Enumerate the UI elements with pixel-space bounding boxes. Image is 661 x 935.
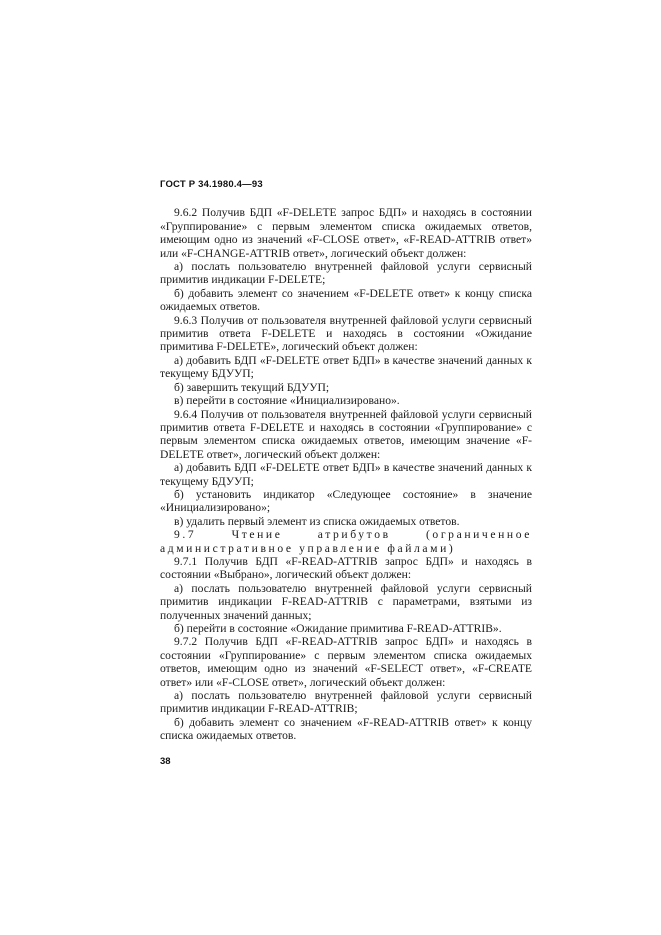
- paragraph: 9.6.4 Получив от пользователя внутренней файловой услуги сервисный примитив ответа F-DELETE и находясь в состоянии «Группирование» с первым элементом списка ожидаемых ответов, имеющим значение «F-DELETE ответ», логический объект должен:: [160, 407, 532, 461]
- paragraph: б) добавить элемент со значением «F-READ-ATTRIB ответ» к концу списка ожидаемых ответов.: [160, 715, 532, 743]
- paragraph: 9.6.2 Получив БДП «F-DELETE запрос БДП» и находясь в состоянии «Группирование» с первым элементом списка ожидаемых ответов, имеющим одно из значений «F-CLOSE ответ», «F-READ-ATTRIB ответ» или «F-CHANGE-ATTRIB ответ», логический объект должен:: [160, 206, 532, 260]
- document-header: ГОСТ Р 34.1980.4—93: [160, 179, 263, 190]
- document-page: [160, 178, 532, 768]
- paragraph: 9.7.1 Получив БДП «F-READ-ATTRIB запрос БДП» и находясь в состоянии «Выбрано», логический объект должен:: [160, 554, 532, 582]
- paragraph: б) перейти в состояние «Ожидание примитива F-READ-ATTRIB».: [174, 622, 502, 635]
- paragraph: а) послать пользователю внутренней файловой услуги сервисный примитив индикации F-READ-ATTRIB с параметрами, взятыми из полученных значений данных;: [160, 581, 532, 622]
- paragraph: в) перейти в состояние «Инициализировано».: [174, 394, 400, 408]
- paragraph: в) удалить первый элемент из списка ожидаемых ответов.: [174, 514, 460, 528]
- paragraph: б) завершить текущий БДУУП;: [174, 380, 330, 394]
- paragraph: а) добавить БДП «F-DELETE ответ БДП» в качестве значений данных к текущему БДУУП;: [160, 353, 532, 381]
- paragraph: а) добавить БДП «F-DELETE ответ БДП» в качестве значений данных к текущему БДУУП;: [160, 461, 532, 488]
- paragraph: 9.7.2 Получив БДП «F-READ-ATTRIB запрос БДП» и находясь в состоянии «Группирование» с первым элементом списка ожидаемых ответов, имеющим одно из значений «F-SELECT ответ», «F-CREATE ответ» или «F-CLOSE ответ», логический объект должен:: [160, 635, 532, 689]
- section-heading: 9.7 Чтение атрибутов (ограниченное административное управление файлами): [160, 528, 532, 555]
- paragraph: а) послать пользователю внутренней файловой услуги сервисный примитив индикации F-DELETE;: [160, 260, 532, 287]
- paragraph: а) послать пользователю внутренней файловой услуги сервисный примитив индикации F-READ-ATTRIB;: [160, 689, 532, 716]
- page-number: 38: [160, 755, 171, 767]
- paragraph: 9.6.3 Получив от пользователя внутренней файловой услуги сервисный примитив ответа F-DELETE и находясь в состоянии «Ожидание примитива F-DELETE», логический объект должен:: [160, 313, 532, 354]
- document-body: [160, 206, 532, 742]
- paragraph: б) добавить элемент со значением «F-DELETE ответ» к концу списка ожидаемых ответов.: [160, 286, 532, 314]
- paragraph: б) установить индикатор «Следующее состояние» в значение «Инициализировано»;: [160, 487, 532, 515]
